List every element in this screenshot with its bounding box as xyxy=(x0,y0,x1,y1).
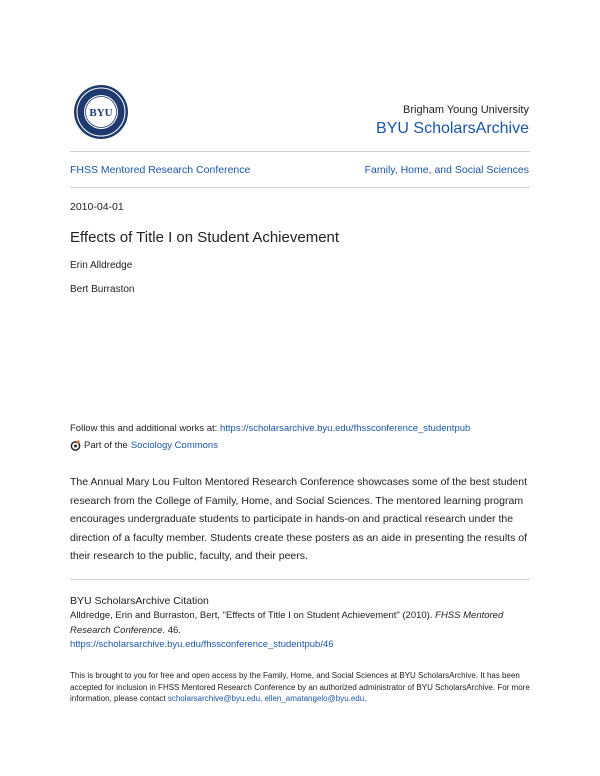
paper-title: Effects of Title I on Student Achievement xyxy=(70,229,340,246)
citation-link[interactable]: https://scholarsarchive.byu.edu/fhssconference_studentpub/46 xyxy=(70,639,334,650)
citation-number: . 46. xyxy=(162,624,181,636)
follow-link[interactable]: https://scholarsarchive.byu.edu/fhssconference_studentpub xyxy=(219,423,471,434)
author-name: Erin Alldredge xyxy=(70,260,133,271)
author-name: Bert Burraston xyxy=(70,284,135,295)
citation-body xyxy=(70,609,532,653)
follow-text: Follow this and additional works at: xyxy=(70,423,220,434)
footer-text: This is brought to you for free and open access by the Family, Home, and Social Sciences at BYU ScholarsArchive. It has been accepted for inclusion in FHSS Mentored Research Conference by an authorized administrator of BYU ScholarsArchive. For more information, please contact xyxy=(70,671,530,703)
divider xyxy=(70,579,530,580)
publication-date: 2010-04-01 xyxy=(70,201,124,213)
archive-name[interactable]: BYU ScholarsArchive xyxy=(376,120,529,137)
citation-text: Alldredge, Erin and Burraston, Bert, "Effects of Title I on Student Achievement" (2010). xyxy=(70,610,436,621)
abstract-text: The Annual Mary Lou Fulton Mentored Research Conference showcases some of the best student research from the College of Family, Home, and Social Sciences. The mentored learning program encourages undergraduate students to participate in hands-on and practical research under the direction of a faculty member. Students create these posters as an aide in presenting the results of their research to the public, faculty, and their peers. xyxy=(70,476,528,563)
byu-seal-logo xyxy=(73,84,129,140)
citation-heading: BYU ScholarsArchive Citation xyxy=(70,595,209,607)
logo-text: BYU xyxy=(89,107,113,119)
university-name: Brigham Young University xyxy=(403,104,529,116)
divider xyxy=(70,187,530,188)
citation-journal: FHSS Mentored Research Conference xyxy=(70,610,504,636)
part-of-prefix: Part of the xyxy=(84,440,128,451)
commons-network-icon xyxy=(70,440,81,451)
follow-line xyxy=(70,423,470,434)
footer-end: . xyxy=(364,694,367,703)
conference-link[interactable]: FHSS Mentored Research Conference xyxy=(70,164,251,176)
contact-email-link[interactable]: scholarsarchive@byu.edu, ellen_amatangelo@byu.edu xyxy=(167,694,365,703)
footer-notice xyxy=(70,670,532,705)
divider xyxy=(70,151,530,152)
sociology-commons-link[interactable]: Sociology Commons xyxy=(130,440,218,451)
part-of-line xyxy=(70,440,218,451)
department-link[interactable]: Family, Home, and Social Sciences xyxy=(364,164,529,176)
